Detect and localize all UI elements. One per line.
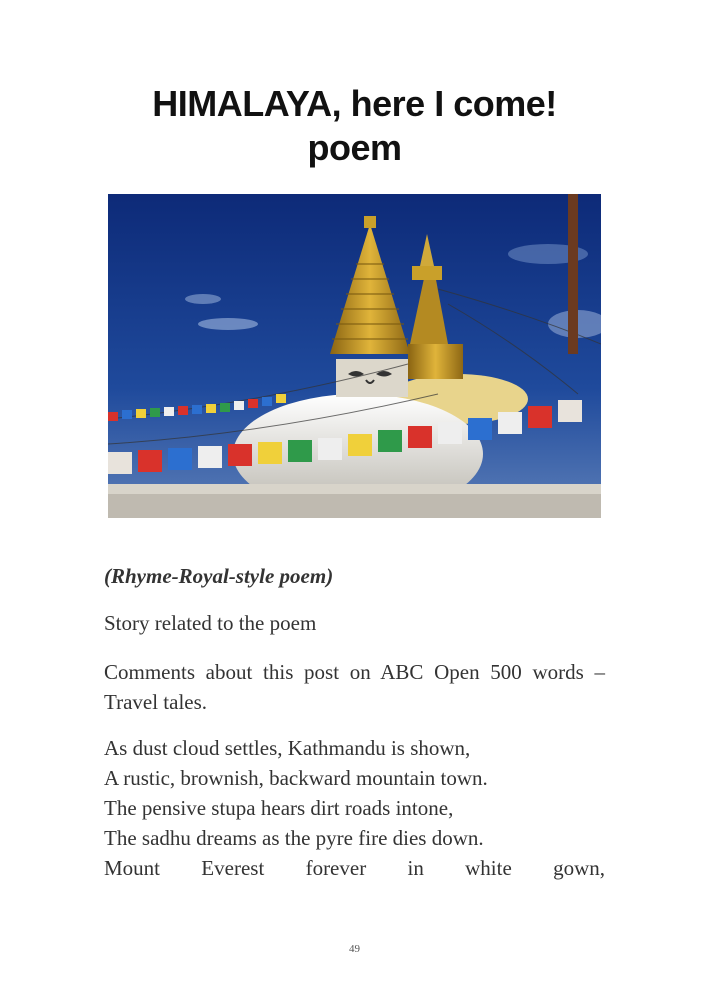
stupa-photo <box>108 194 601 518</box>
poem-line: A rustic, brownish, backward mountain town. <box>104 766 488 790</box>
poem-line: As dust cloud settles, Kathmandu is shown, <box>104 736 471 760</box>
story-paragraph: Story related to the poem <box>104 611 317 635</box>
poem-line: The pensive stupa hears dirt roads intone, <box>104 796 454 820</box>
page-number: 49 <box>349 943 360 955</box>
page-title <box>0 82 709 170</box>
poem-subtitle: (Rhyme-Royal-style poem) <box>104 564 334 588</box>
poem-line: Mount Everest forever in white gown, <box>104 856 605 880</box>
comments-paragraph: Comments about this post on ABC Open 500 words – Travel tales. <box>104 660 605 714</box>
poem-line: The sadhu dreams as the pyre fire dies down. <box>104 826 484 850</box>
title-line-1: HIMALAYA, here I come! <box>152 83 557 124</box>
title-line-2: poem <box>307 127 402 168</box>
poem-stanza <box>104 733 605 883</box>
